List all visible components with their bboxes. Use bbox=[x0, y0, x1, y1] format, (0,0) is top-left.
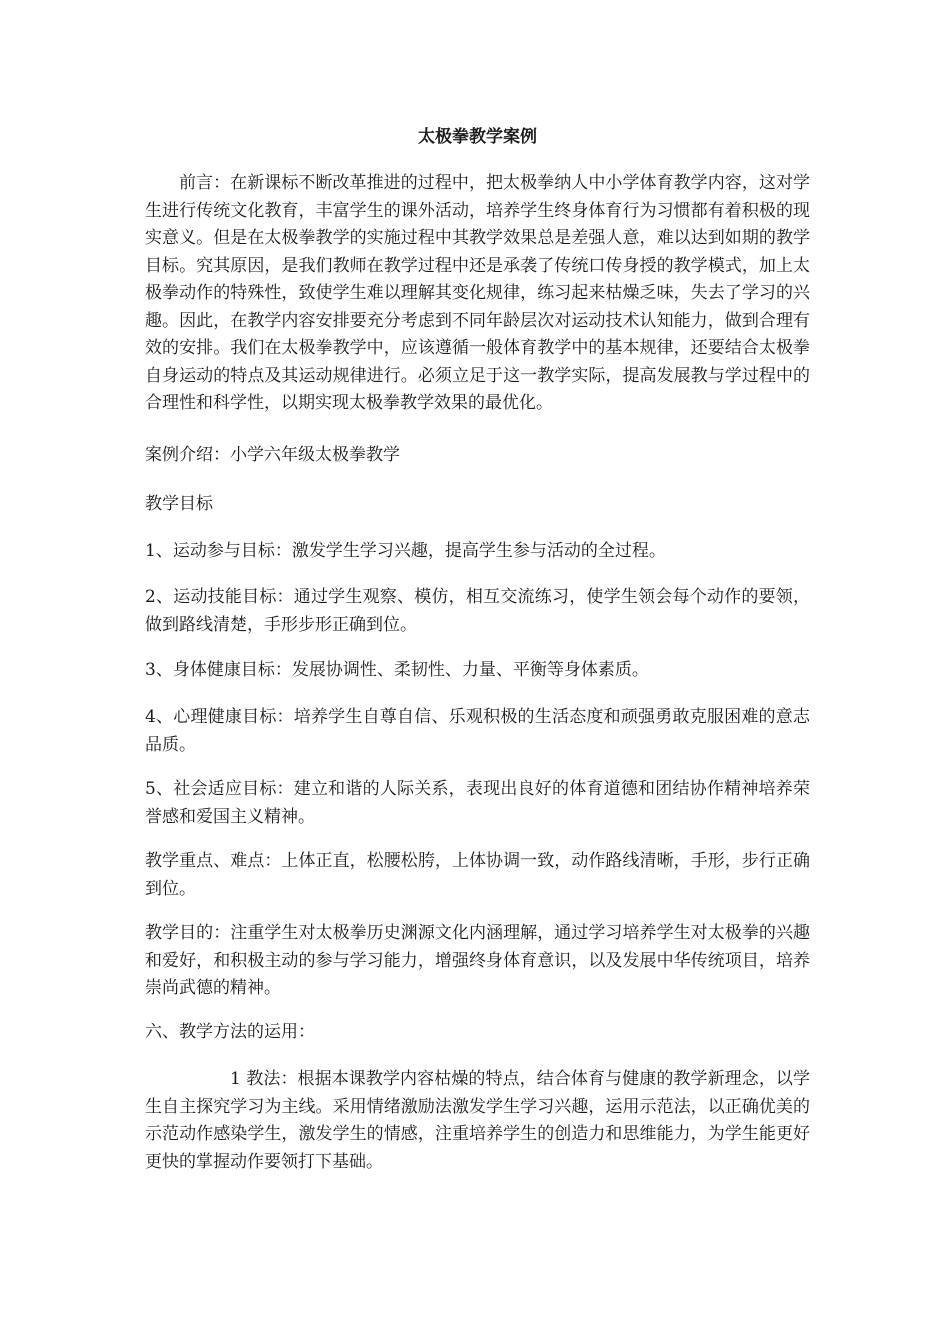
goal-item-5: 5、社会适应目标：建立和谐的人际关系，表现出良好的体育道德和团结协作精神培养荣誉感和爱国主义精神。 bbox=[145, 779, 810, 827]
method-item-1: 1 教法：根据本课教学内容枯燥的特点，结合体育与健康的教学新理念，以学生自主探究学习为主线。采用情绪激励法激发学生学习兴趣，运用示范法，以正确优美的示范动作感染学生，激发学生的情感，注重培养学生的创造力和思维能力，为学生能更好更快的掌握动作要领打下基础。 bbox=[145, 1069, 810, 1172]
goal-item-4: 4、心理健康目标：培养学生自尊自信、乐观积极的生活态度和顽强勇敢克服困难的意志品质。 bbox=[145, 707, 810, 755]
purpose-paragraph: 教学目的：注重学生对太极拳历史渊源文化内涵理解，通过学习培养学生对太极拳的兴趣和爱好，和积极主动的参与学习能力，增强终身体育意识，以及发展中华传统项目，培养崇尚武德的精神。 bbox=[145, 923, 810, 998]
goal-item-3: 3、身体健康目标：发展协调性、柔韧性、力量、平衡等身体素质。 bbox=[145, 660, 649, 680]
methods-heading: 六、教学方法的运用： bbox=[145, 1022, 315, 1042]
goals-heading: 教学目标 bbox=[145, 494, 213, 514]
preface-paragraph: 前言：在新课标不断改革推进的过程中，把太极拳纳人中小学体育教学内容，这对学生进行传统文化教育，丰富学生的课外活动，培养学生终身体育行为习惯都有着积极的现实意义。但是在太极拳教学的实施过程中其教学效果总是差强人意，难以达到如期的教学目标。究其原因，是我们教师在教学过程中还是承袭了传统口传身授的教学模式，加上太极拳动作的特殊性，致使学生难以理解其变化规律，练习起来枯燥乏味，失去了学习的兴趣。因此，在教学内容安排要充分考虑到不同年龄层次对运动技术认知能力，做到合理有效的安排。我们在太极拳教学中，应该遵循一般体育教学中的基本规律，还要结合太极拳自身运动的特点及其运动规律进行。必须立足于这一教学实际，提高发展教与学过程中的合理性和科学性，以期实现太极拳教学效果的最优化。 bbox=[145, 173, 810, 413]
document-title: 太极拳教学案例 bbox=[418, 127, 537, 147]
key-points-paragraph: 教学重点、难点：上体正直，松腰松胯，上体协调一致，动作路线清晰，手形，步行正确到位。 bbox=[145, 851, 810, 899]
case-intro-line: 案例介绍：小学六年级太极拳教学 bbox=[145, 445, 400, 465]
goal-item-1: 1、运动参与目标：激发学生学习兴趣，提高学生参与活动的全过程。 bbox=[145, 541, 666, 561]
goal-item-2: 2、运动技能目标：通过学生观察、模仿，相互交流练习，使学生领会每个动作的要领，做到路线清楚，手形步形正确到位。 bbox=[145, 587, 810, 635]
